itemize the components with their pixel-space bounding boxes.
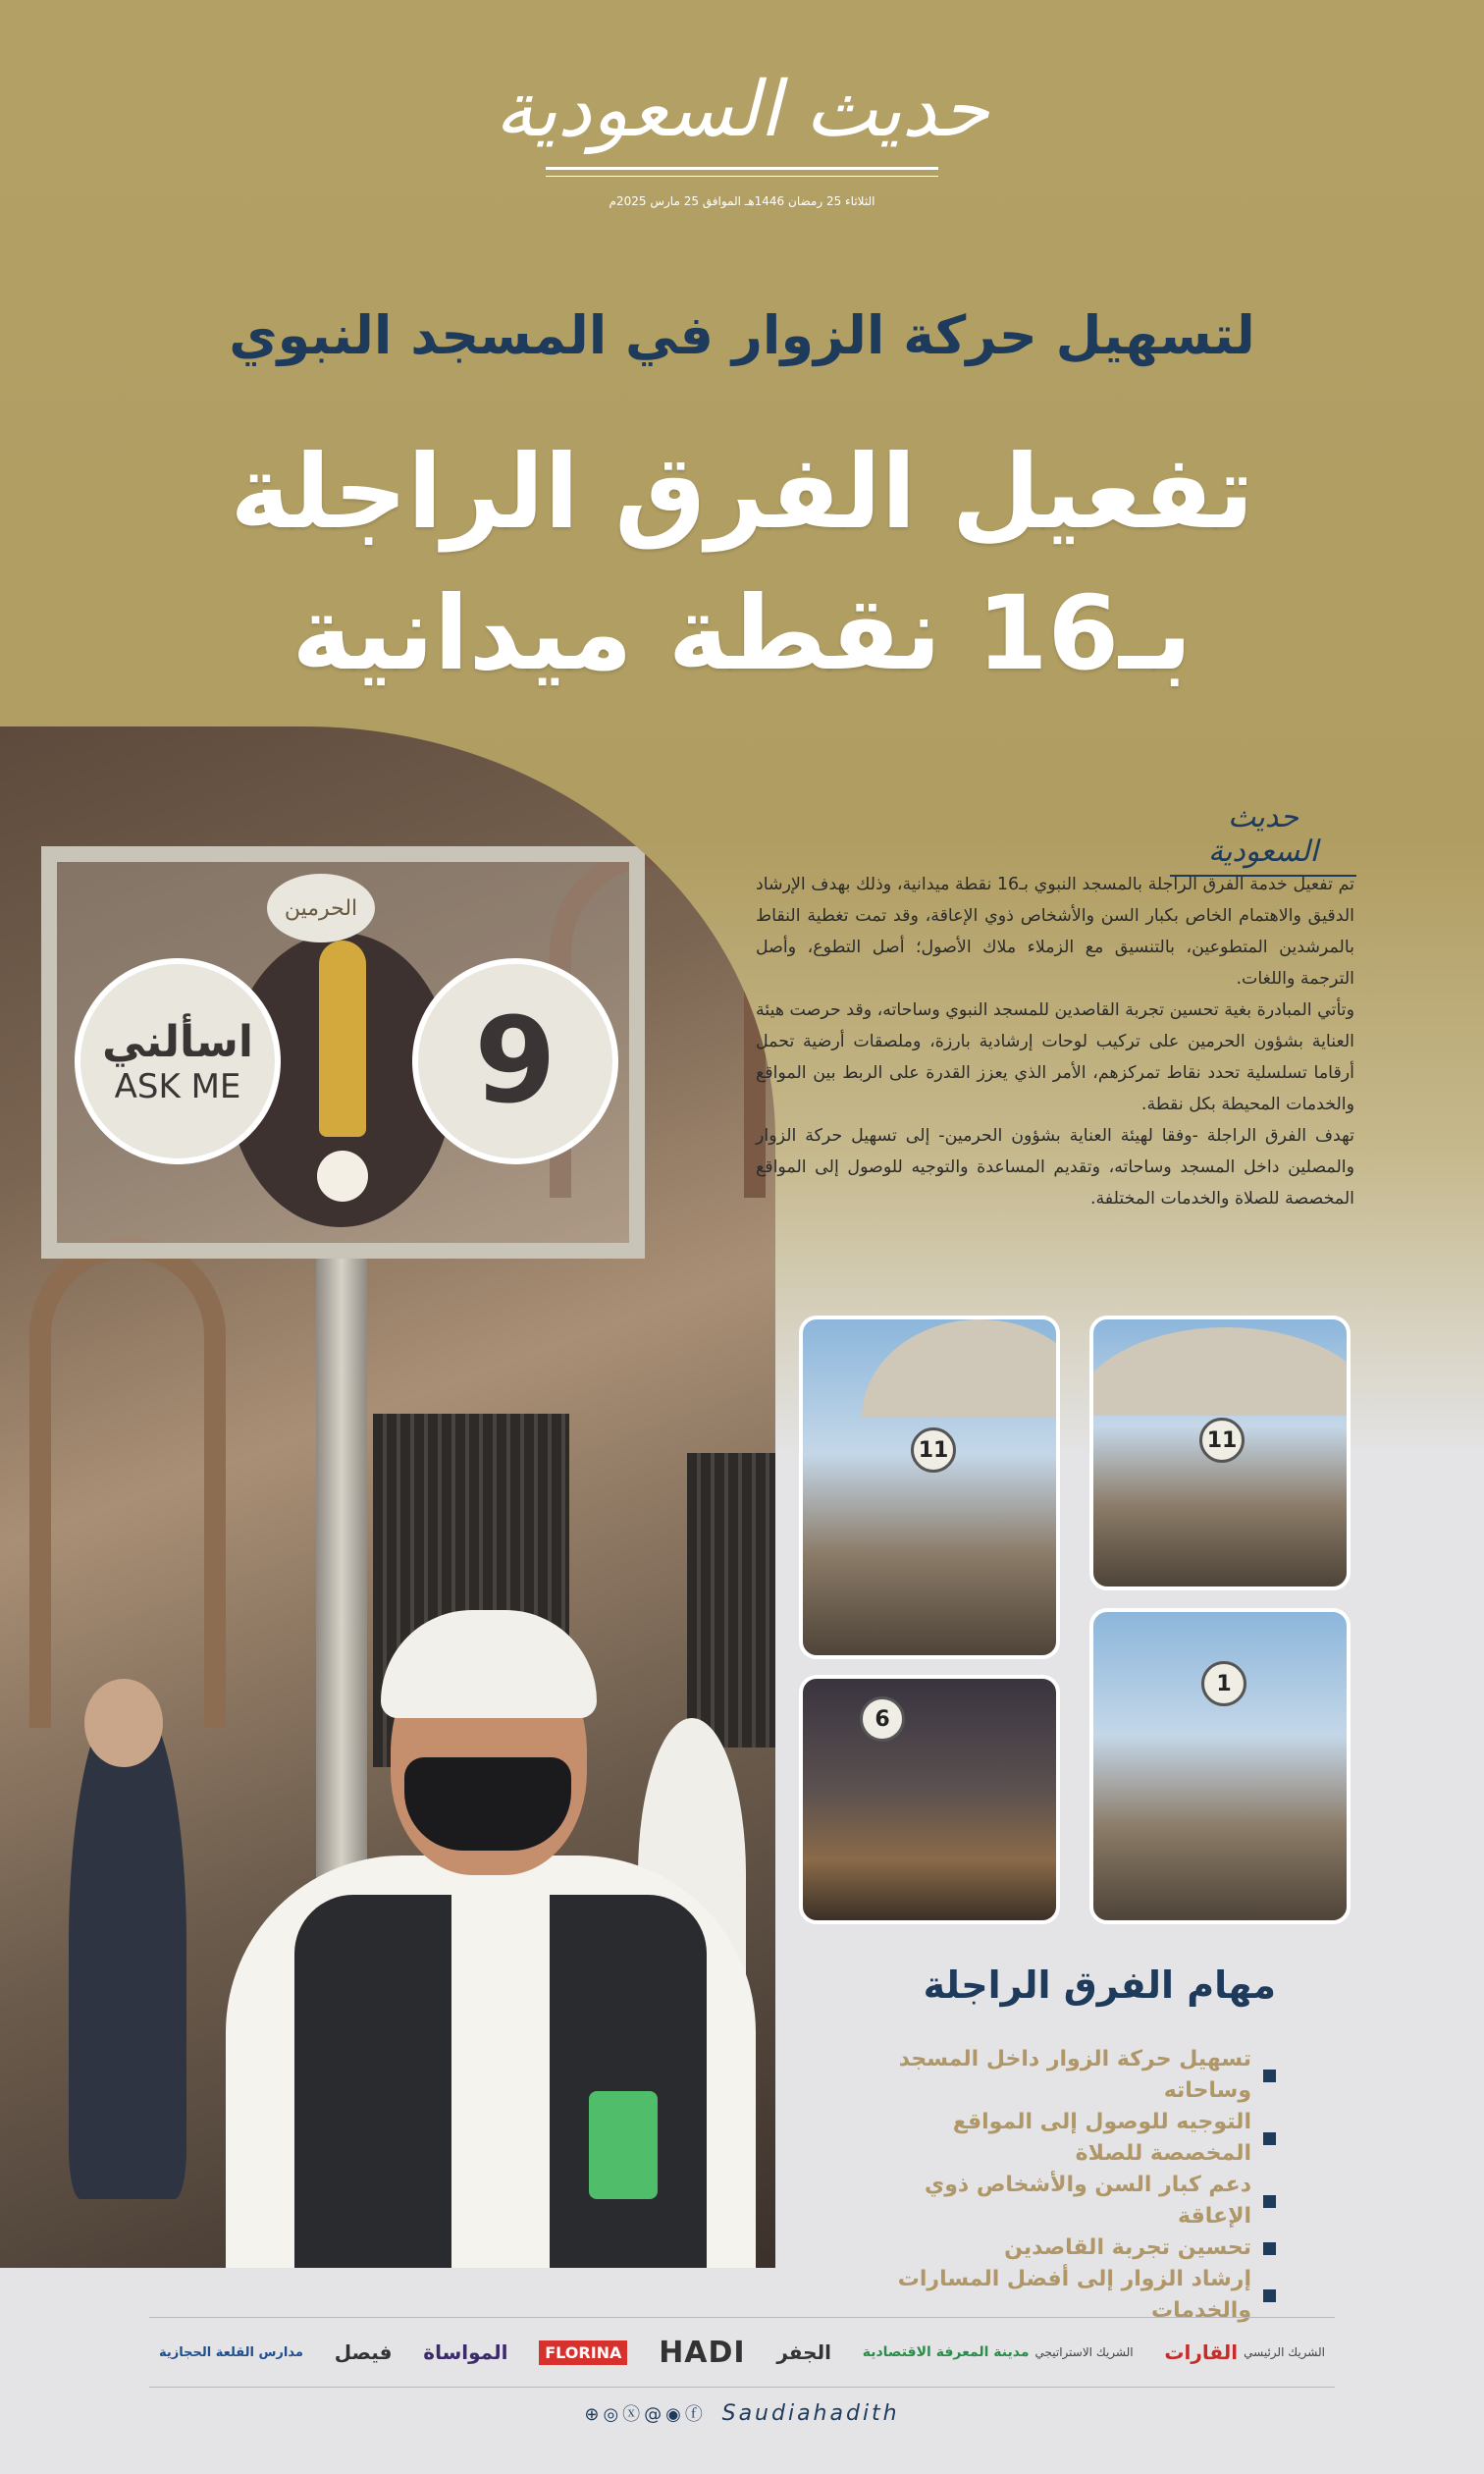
task-text: إرشاد الزوار إلى أفضل المسارات والخدمات [897, 2267, 1251, 2323]
task-text: تحسين تجربة القاصدين [1004, 2235, 1251, 2260]
snapchat-icon[interactable]: ◉ [665, 2404, 685, 2425]
task-text: التوجيه للوصول إلى المواقع المخصصة للصلاة [952, 2110, 1251, 2166]
sponsor-logo-hadi: HADI [659, 2335, 746, 2370]
article-byline: حديث السعودية [1170, 800, 1356, 877]
exclamation-dot [317, 1151, 368, 1202]
main-sponsor-label: الشريك الرئيسي [1244, 2345, 1325, 2359]
task-text: دعم كبار السن والأشخاص ذوي الإعاقة [925, 2173, 1251, 2229]
sign-top-label: الحرمين [267, 874, 375, 942]
bystander-head [84, 1679, 163, 1767]
thumbnail-sign: 11 [911, 1427, 956, 1473]
task-item [844, 2170, 1276, 2232]
thumbnail-sign: 6 [860, 1696, 905, 1742]
ask-me-circle [75, 958, 281, 1164]
task-text: تسهيل حركة الزوار داخل المسجد وساحاته [898, 2047, 1251, 2103]
square-bullet-icon [1263, 2289, 1276, 2302]
article-paragraph: تهدف الفرق الراجلة -وفقا لهيئة العناية بشؤون الحرمين- إلى تسهيل حركة الزوار والمصلين داخل المسجد وساحاته، وتقديم المساعدة والتوجيه للوصول إلى المواقع المخصصة للصلاة والخدمات المختلفة. [756, 1126, 1354, 1209]
umbrella-shape [1089, 1327, 1351, 1416]
main-sponsor [1164, 2340, 1325, 2364]
tasks-title: مهام الفرق الراجلة [923, 1963, 1276, 2007]
thumbnail-sign: 11 [1199, 1418, 1245, 1463]
kicker-headline: لتسهيل حركة الزوار في المسجد النبوي [229, 304, 1255, 366]
exclamation-icon [319, 941, 366, 1137]
social-footer [0, 2400, 1484, 2426]
threads-icon[interactable]: @ [644, 2404, 666, 2425]
volunteer-id-badge [589, 2091, 658, 2199]
strategic-sponsor [863, 2344, 1134, 2360]
instagram-icon[interactable]: ◎ [603, 2404, 623, 2425]
article-paragraph: تم تفعيل خدمة الفرق الراجلة بالمسجد النبوي بـ16 نقطة ميدانية، وذلك بهدف الإرشاد الدقيق والاهتمام الخاص بكبار السن والأشخاص ذوي الإعاقة، وقد تمت تغطية النقاط بالمرشدين المتطوعين، بالتنسيق مع الزملاء ملاك الأصول؛ أصل التطوع، وأصل الترجمة واللغات. [756, 875, 1354, 989]
headline-line-2: بـ16 نقطة ميدانية [292, 572, 1192, 693]
main-sponsor-logo: القارات [1164, 2340, 1239, 2364]
issue-date: الثلاثاء 25 رمضان 1446هـ الموافق 25 مارس 2025م [609, 193, 875, 208]
thumbnail-sign: 1 [1201, 1661, 1246, 1706]
ask-me-arabic: اسألني [102, 1016, 253, 1067]
square-bullet-icon [1263, 2242, 1276, 2255]
square-bullet-icon [1263, 2070, 1276, 2082]
volunteer-mask [404, 1757, 571, 1851]
sponsors-strip [149, 2317, 1335, 2388]
thumbnail-photo-4 [799, 1675, 1060, 1924]
masthead [0, 66, 1484, 208]
logo-underline-thin [546, 176, 938, 177]
article-body [756, 869, 1354, 1214]
sponsor-logo-mouwasat: المواساة [423, 2340, 508, 2364]
photo-arch-left [29, 1237, 226, 1728]
task-item [844, 2044, 1276, 2107]
tasks-list [844, 2044, 1276, 2327]
logo-underline [546, 167, 938, 170]
social-handle[interactable]: Saudiahadith [721, 2401, 900, 2426]
volunteer-vest-left [294, 1895, 451, 2268]
globe-icon[interactable]: ⊕ [584, 2404, 604, 2425]
main-photo [0, 726, 775, 2268]
umbrella-shape [862, 1319, 1060, 1418]
thumbnail-photo-1 [1089, 1316, 1351, 1590]
thumbnail-photo-3 [1089, 1608, 1351, 1924]
facebook-icon[interactable]: ⓕ [684, 2404, 707, 2425]
main-headline [0, 422, 1484, 704]
sponsor-logo-aljafr: الجفر [776, 2340, 831, 2364]
task-item [844, 2232, 1276, 2264]
ask-me-english: ASK ME [114, 1066, 241, 1106]
social-icons [584, 2404, 716, 2425]
volunteer-vest-right [550, 1895, 707, 2268]
square-bullet-icon [1263, 2132, 1276, 2145]
newspaper-logo: حديث السعودية [495, 66, 989, 154]
sponsor-logo-knowledge-city: مدينة المعرفة الاقتصادية [862, 2344, 1030, 2360]
thumbnail-photo-2 [799, 1316, 1060, 1659]
sign-number-circle: 9 [412, 958, 618, 1164]
task-item [844, 2107, 1276, 2170]
x-icon[interactable]: ⓧ [622, 2404, 645, 2425]
headline-line-1: تفعيل الفرق الراجلة [230, 432, 1254, 552]
photo-gate-right [687, 1453, 775, 1748]
sponsor-logo-faisal: فيصل [334, 2340, 393, 2364]
square-bullet-icon [1263, 2195, 1276, 2208]
article-paragraph: وتأتي المبادرة بغية تحسين تجربة القاصدين للمسجد النبوي وساحاته، وقد حرصت هيئة العناية بشؤون الحرمين على تركيب لوحات إرشادية بارزة، وملصقات أرضية تحمل أرقاما تسلسلية تحدد نقاط تمركزهم، الأمر الذي يعزز القدرة على الربط بين المواقع والخدمات المحيطة بكل نقطة. [756, 1000, 1354, 1114]
strategic-sponsor-label: الشريك الاستراتيجي [1034, 2345, 1134, 2359]
sponsor-logo-florina: FLORINA [539, 2340, 627, 2365]
sponsor-logo-alqalaa-school: مدارس القلعة الحجازية [159, 2344, 303, 2360]
